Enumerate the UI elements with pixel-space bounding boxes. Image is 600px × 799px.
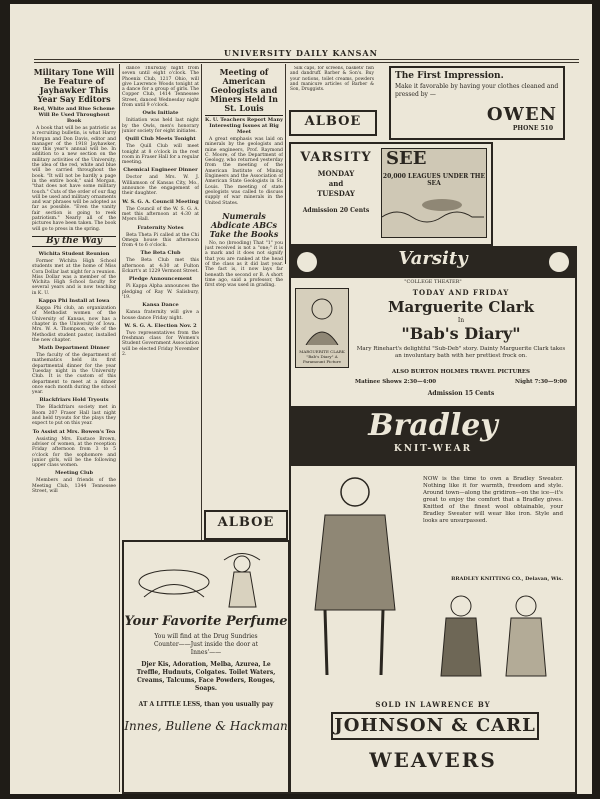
silk-ad-text: Silk caps, for screens, baskets' fish and dandruff. Barber & Son's. Buy your notions, toilet creams, powders and manicure articles of Barber & Son, Druggists.: [290, 66, 374, 93]
bradley-banner: [291, 408, 575, 466]
admission-15: Admission 15 Cents: [427, 390, 495, 397]
silk-ad: [290, 66, 374, 106]
masthead-rule-2: [34, 62, 579, 63]
night: Night 7:30—9:00: [515, 379, 567, 385]
column-3: [205, 66, 283, 506]
col2-text-3: The Council of the W. S. G. A. met this afternoon at 4:30 at Myers Hall.: [122, 206, 199, 223]
meeting-body: A great emphasis was laid on minerals by the geologists and mine engineers, Prof. Raymond C. Moore, of the Department of Geology, who returned yesterday from the meeting of the American Institute of Mining Engineers and the Association of American State Geologists in St. Louis. The meeting of state geologists was called to discuss supply of war minerals in the United States.: [205, 137, 283, 206]
newspaper-page: [10, 4, 592, 794]
perfume-illustration: [124, 542, 288, 612]
column-2: [122, 66, 199, 506]
col2-text-0: Initiation was held last night by the Owls, men's honorary junior society for eight initiates.: [122, 118, 199, 134]
numerals-headline: Numerals Abdicate ABCs Take the Books: [209, 210, 279, 239]
alboe-ad-2: [204, 510, 288, 540]
college-theater-label: "COLLEGE THEATER": [404, 279, 462, 285]
perfume-line-3: Innes'——: [190, 649, 222, 656]
perfume-title: Your Favorite Perfume: [124, 614, 288, 629]
in-label: In: [457, 317, 465, 324]
col2-text-4: Beta Theta Pi called at the Chi Omega house this afternoon from 4 to 6 o'clock.: [122, 232, 199, 249]
sweater-man-illustration: [295, 470, 415, 680]
masthead-rule: [34, 59, 579, 60]
col2-intro: dance Thursday night from seven until eight o'clock. The Phoenix Club, 1217 Ohio, will give Lawrence Woods tonight at a dance for a group of girls. The Copper Club, 1414 Tennessee Street, danced Wednesday night from until 9 o'clock.: [122, 66, 199, 109]
see-subtitle: 20,000 LEAGUES UNDER THE SEA: [382, 173, 486, 187]
film-description: Mary Rinehart's delightful "Sub-Deb" story. Dainty Marguerite Clark takes an involuntary bath with her prettiest frock on.: [356, 346, 566, 359]
alboe-label-2: ALBOE: [217, 515, 275, 530]
varsity-admission: Admission 20 Cents: [302, 207, 370, 214]
varsity-script: Varsity: [398, 248, 468, 269]
alboe-label-1: ALBOE: [304, 114, 362, 129]
col2-text-8: Two representatives from the freshman class for Women's Student Government Association will be elected Friday November 2.: [122, 330, 199, 357]
col2-title-4: Fraternity Notes: [137, 224, 184, 231]
portrait-illustration: [296, 289, 348, 345]
johnson-carl: JOHNSON & CARL: [331, 712, 539, 740]
military-headline: Military Tone Will Be Feature of Jayhawker This Year Say Editors: [33, 67, 115, 104]
perfume-list: Djer Kis, Adoration, Melba, Azurea, Le Treffle, Hudnuts, Colgates. Toilet Waters, Creams, Talcums, Face Powders, Rouges, Soaps.: [136, 661, 276, 692]
btw-text-5: Members and friends of the Meeting Club, 1344 Tennessee Street, will: [32, 478, 116, 495]
col2-title-1: Quill Club Meets Tonight: [125, 136, 196, 143]
alboe-ad-1: [289, 110, 377, 136]
col2-title-8: W. S. G. A. Election Nov. 2: [124, 322, 197, 329]
by-the-way-heading: By the Way: [32, 236, 116, 247]
varsity-text-block: [295, 150, 377, 214]
col2-text-5: The Beta Club met this afternoon at 4:30 at Fulton Eckart's at 1229 Vermont Street.: [122, 258, 199, 275]
military-body: A book that will be as patriotic as a recruiting bulletin, is what Harry Morgan and Don Davis, editor and manager of the 1918 Jayhawker, say this year's annual will be. In addition to a new section on the military activities of the University, the idea of the red, white and blue will be carried throughout the book. "It will not be hardly a page in the entire book," said Morgan, "that does not have some military touch." Cuts of the order of our flag will be used and military ornaments and war phrases will be adopted as far as possible. "Even the vanity fair section is going to reek patriotism." Nearly all of the pictures have been taken. The book will go to press in the spring.: [32, 126, 116, 232]
col2-text-1: The Quill Club will meet tonight at 8 o'clock in the rest room in Fraser Hall for a regular meeting.: [122, 144, 199, 166]
col2-text-6: Pi Kappa Alpha announces the pledging of Ray W. Salisbury, '19.: [122, 284, 199, 300]
perfume-ad: [122, 540, 290, 794]
btw-text-2: The faculty of the department of mathematics held its first departmental dinner for the year Tuesday night in the University Club. It is the custom of this department to meet at a dinner once each month during the school year.: [32, 353, 116, 396]
btw-title-4: To Assist at Mrs. Bowen's Tea: [32, 428, 116, 435]
owen-ad: [389, 66, 565, 140]
col2-title-7: Kansa Dance: [142, 302, 179, 309]
meeting-headline: Meeting of American Geologists and Miners Held In St. Louis: [210, 67, 278, 113]
college-theater-ad: [289, 246, 577, 408]
bradley-knitting: BRADLEY KNITTING CO., Delavan, Wis.: [451, 576, 563, 582]
numerals-body: No, no (brooding) That "1" you just received is not a "one;" it is a mark and it does not signify that you are ranked at the head of the class as it did last year. The fact is, it now lays far beneath the second or B. A short time ago, said a professor, the first step was used in grading.: [205, 240, 283, 289]
bradley-ad: [289, 406, 577, 794]
col2-title-6: Pledge Announcement: [128, 276, 193, 283]
col2-title-0: Owls Initiate: [142, 110, 179, 117]
btw-text-3: The Blackfriars society met in Room 207 Fraser Hall last night and held tryouts for the plays they expect to put on this year.: [32, 405, 116, 427]
paramount-logo-left: [297, 252, 317, 272]
owen-phone: PHONE 510: [512, 125, 553, 132]
perfume-line-2: Counter——Just inside the door at: [153, 641, 259, 648]
btw-text-4: Assisting Mrs. Eustace Brown, adviser of women, at the reception Friday afternoon from 3 to 5 o'clock for the sophomore and junior girls, will be the following upper class women.: [32, 436, 116, 469]
sweater-group-illustration: [421, 586, 571, 696]
col2-text-2: Doctor and Mrs. W. J. Williamson of Kansas City, Mo., announce the engagement of their daughter.: [122, 175, 199, 197]
film-title: "Bab's Diary": [401, 324, 521, 343]
paramount-logo-right: [549, 252, 569, 272]
theater-banner: [291, 248, 575, 278]
see-poster: [381, 148, 487, 238]
owen-text: Make it favorable by having your clothes cleaned and pressed by —: [395, 83, 559, 98]
owen-name: OWEN: [486, 104, 557, 125]
sea-illustration: [382, 187, 484, 227]
btw-text-0: Former Wichita High School students met at the home of Miss Cora Dollar last night for a reunion. Miss Dollar was a member of the Wichita High School faculty for several years and is now teaching in K. U.: [32, 258, 116, 296]
varsity-days: MONDAY and TUESDAY: [317, 169, 355, 198]
owen-intro: The First Impression.: [395, 71, 504, 81]
column-rule-3: [285, 64, 286, 264]
col2-title-2: Chemical Engineer Dinner: [123, 167, 198, 174]
sold-in-label: SOLD IN LAWRENCE BY: [375, 700, 491, 709]
btw-title-5: Meeting Club: [55, 470, 93, 477]
today-friday: TODAY AND FRIDAY: [412, 288, 510, 297]
perfume-price-note: AT A LITTLE LESS, than you usually pay: [138, 701, 274, 708]
masthead: UNIVERSITY DAILY KANSAN: [224, 48, 378, 58]
weavers: WEAVERS: [369, 748, 497, 772]
portrait-frame: [295, 288, 349, 368]
star-name: Marguerite Clark: [387, 298, 535, 316]
btw-text-1: Kappa Phi club, an organization of Methodist women of the University of Kansas, now has a chapter in the University of Iowa. Mrs. W. A. Thompson, wife of the Methodist student pastor, installed the new chapter.: [32, 306, 116, 343]
also-label: ALSO BURTON HOLMES TRAVEL PICTURES: [391, 369, 531, 375]
col2-title-5: The Beta Club: [140, 250, 181, 257]
innes-signature: Innes, Bullene & Hackman: [124, 719, 288, 733]
btw-title-1: Kappa Phi Install at Iowa: [38, 298, 110, 305]
bradley-brand: Bradley: [368, 408, 498, 443]
portrait-caption: MARGUERITE CLARK "Bab's Diary" A Paramount Picture: [299, 349, 345, 364]
col2-text-7: Kansa fraternity will give a house dance Friday night.: [122, 310, 199, 321]
military-subhead: Red, White and Blue Scheme Will Be Used Throughout Book: [33, 106, 115, 124]
btw-title-0: Wichita Student Reunion: [38, 250, 110, 257]
perfume-line-1: You will find at the Drug Sundries: [154, 633, 258, 640]
varsity-title: VARSITY: [300, 150, 372, 165]
meeting-subhead: K. U. Teachers Report Many Interesting Issues at Big Meet: [205, 117, 283, 135]
col2-title-3: W. S. G. A. Council Meeting: [122, 198, 199, 205]
bradley-text: NOW is the time to own a Bradley Sweater. Nothing like it for warmth, freedom and style. Around town—along the gridiron—on the ice—it's great to enjoy the comfort that a Bradley gives. Knitted of the finest wool obtainable, your Bradley Sweater will wear like iron. Style and looks are unsurpassed.: [423, 476, 563, 524]
btw-title-2: Math Department Dinner: [38, 345, 110, 352]
varsity-ad: [289, 142, 493, 246]
see-text: SEE: [386, 148, 427, 169]
matinee: Matinee Shows 2:30—4:00: [355, 379, 437, 385]
bradley-subbrand: KNIT-WEAR: [393, 444, 473, 454]
btw-title-3: Blackfriars Hold Tryouts: [39, 397, 109, 404]
column-rule-1: [119, 64, 120, 792]
column-1: [32, 66, 116, 792]
